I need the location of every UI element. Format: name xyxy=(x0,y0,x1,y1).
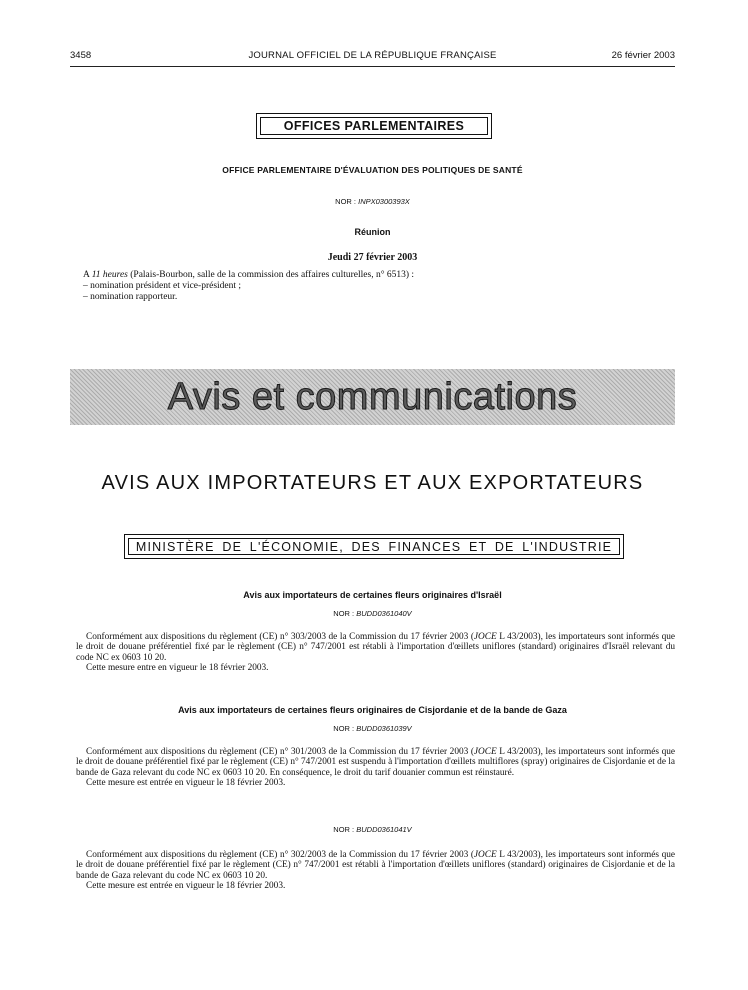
closing-line: Cette mesure est entrée en vigueur le 18 février 2003. xyxy=(86,880,286,891)
nor-code: BUDD0361039V xyxy=(356,724,412,733)
meeting-date: Jeudi 27 février 2003 xyxy=(327,252,418,263)
section-body xyxy=(76,632,675,673)
section-body xyxy=(76,850,675,891)
agenda-time: 11 heures xyxy=(91,270,128,280)
body-paragraph: Conformément aux dispositions du règlement (CE) n° 302/2003 de la Commission du 17 février 2003 (JOCE L 43/2003), les importateurs sont informés que le droit de douane préférentiel fixé par le règlement (CE) n° 747/2001 est rétabli à l'importation d'œillets uniflores (standard) originaires de Cisjordanie et de la bande de Gaza relevant du code NC ex 0603 10 20. xyxy=(76,850,675,881)
avis-title: AVIS AUX IMPORTATEURS ET AUX EXPORTATEURS xyxy=(101,472,644,494)
section-body xyxy=(76,747,675,788)
agenda-item: – nomination rapporteur. xyxy=(83,292,178,302)
agenda-line: A 11 heures (Palais-Bourbon, salle de la commission des affaires culturelles, n° 6513) : xyxy=(83,270,415,280)
nor-code: BUDD0361040V xyxy=(356,609,412,618)
nor-code: BUDD0361041V xyxy=(356,825,412,834)
section-nor: NOR : BUDD0361039V xyxy=(333,724,412,733)
section-nor: NOR : BUDD0361041V xyxy=(333,825,412,834)
section-nor: NOR : BUDD0361040V xyxy=(333,609,412,618)
office-nor xyxy=(70,197,675,206)
agenda-place: (Palais-Bourbon, salle de la commission des affaires culturelles, n° 6513) : xyxy=(127,270,415,280)
agenda-item: – nomination président et vice-président ; xyxy=(83,281,242,291)
closing-line: Cette mesure est entrée en vigueur le 18 février 2003. xyxy=(86,777,286,788)
nor-code: INPX0300393X xyxy=(358,197,410,206)
offices-box xyxy=(256,113,492,139)
issue-date: 26 février 2003 xyxy=(611,50,675,61)
ministry-title: MINISTÈRE DE L'ÉCONOMIE, DES FINANCES ET DE L'INDUSTRIE xyxy=(128,538,620,555)
ministry-box xyxy=(124,534,624,559)
reunion-heading: Réunion xyxy=(354,227,391,237)
journal-title: JOURNAL OFFICIEL DE LA RÉPUBLIQUE FRANÇAISE xyxy=(248,50,497,61)
body-paragraph: Conformément aux dispositions du règlement (CE) n° 303/2003 de la Commission du 17 février 2003 (JOCE L 43/2003), les importateurs sont informés que le droit de douane préférentiel fixé par le règlement (CE) n° 747/2001 est rétabli à l'importation d'œillets uniflores (standard) originaires d'Israël relevant du code NC ex 0603 10 20. xyxy=(76,632,675,663)
closing-line: Cette mesure entre en vigueur le 18 février 2003. xyxy=(86,662,269,673)
header-rule xyxy=(70,66,675,67)
page-number: 3458 xyxy=(70,50,92,61)
banner-title: Avis et communications xyxy=(167,375,578,418)
page-header xyxy=(70,50,675,64)
section-banner xyxy=(70,369,675,425)
offices-box-title: OFFICES PARLEMENTAIRES xyxy=(260,117,488,135)
nor-label: NOR : xyxy=(335,197,357,206)
body-paragraph: Conformément aux dispositions du règlement (CE) n° 301/2003 de la Commission du 17 février 2003 (JOCE L 43/2003), les importateurs sont informés que le droit de douane préférentiel fixé par le règlement (CE) n° 747/2001 est suspendu à l'importation d'œillets multiflores (spray) originaires de Cisjordanie et de la bande de Gaza relevant du code NC ex 0603 10 20. En conséquence, le droit du tarif douanier commun est réinstauré. xyxy=(76,747,675,778)
meeting-agenda xyxy=(83,270,414,303)
office-title: OFFICE PARLEMENTAIRE D'ÉVALUATION DES POLITIQUES DE SANTÉ xyxy=(222,165,523,175)
section-title: Avis aux importateurs de certaines fleurs originaires d'Israël xyxy=(243,590,502,600)
section-title: Avis aux importateurs de certaines fleurs originaires de Cisjordanie et de la bande de Gaza xyxy=(178,705,567,715)
